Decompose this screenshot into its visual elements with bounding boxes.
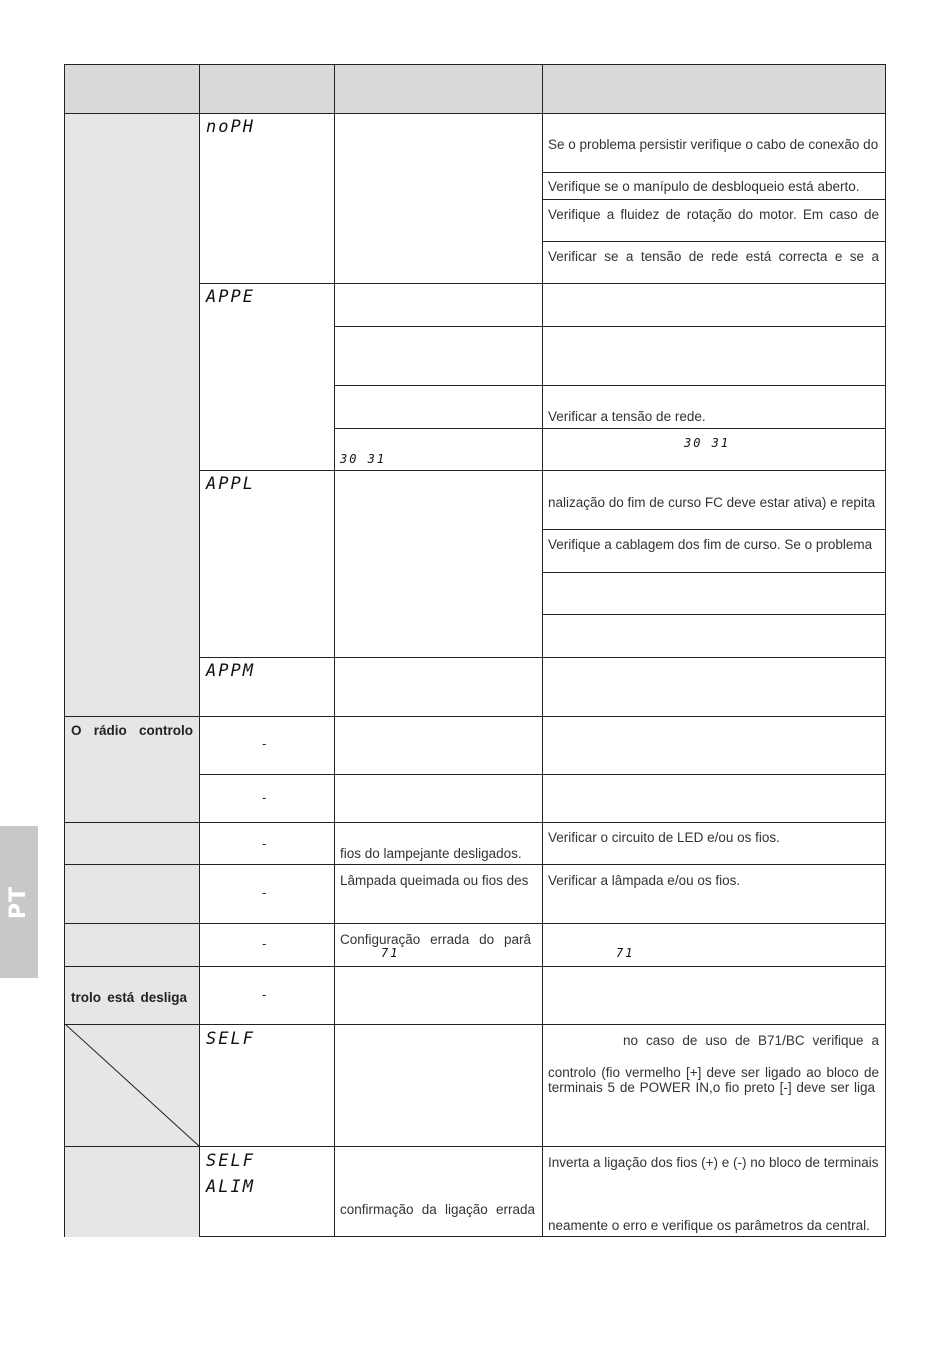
row-divider bbox=[65, 822, 885, 823]
troubleshooting-table bbox=[64, 64, 886, 1237]
terminal-code-30-31: 30 31 bbox=[340, 452, 387, 466]
row-divider bbox=[334, 385, 885, 386]
row-divider bbox=[65, 716, 885, 717]
display-code-self: SELF bbox=[206, 1029, 255, 1049]
cable-check-text: Se o problema persistir verifique o cabo de conexão do bbox=[548, 137, 879, 152]
display-code-appe: APPE bbox=[206, 287, 255, 307]
row-divider bbox=[65, 923, 885, 924]
language-tab-label: PT bbox=[6, 885, 32, 919]
terminal-code-30-31: 30 31 bbox=[684, 436, 731, 450]
group-cell-lamp bbox=[65, 865, 199, 923]
group-cell-config bbox=[65, 924, 199, 966]
error-parameters-text: neamente o erro e verifique os parâmetros da central. bbox=[548, 1218, 870, 1233]
lamp-check-text: Verificar a lâmpada e/ou os fios. bbox=[548, 873, 741, 888]
limit-switch-text: nalização do fim de curso FC deve estar ativa) e repita bbox=[548, 495, 876, 510]
display-code-alim: ALIM bbox=[206, 1177, 255, 1197]
column-divider-2 bbox=[334, 65, 335, 1236]
row-divider bbox=[542, 614, 885, 615]
row-divider bbox=[199, 657, 885, 658]
wrong-config-text: Configuração errada do parâ bbox=[340, 932, 531, 947]
row-divider bbox=[199, 774, 885, 775]
diagonal-slash bbox=[65, 1024, 200, 1147]
limit-wiring-text: Verifique a cablagem dos fim de curso. Se o problema bbox=[548, 537, 873, 552]
verify-voltage-text: Verificar a tensão de rede. bbox=[548, 409, 706, 424]
invert-wires-text: Inverta a ligação dos fios (+) e (-) no bloco de terminais bbox=[548, 1155, 879, 1170]
empty-code-dash: - bbox=[262, 836, 267, 851]
row-divider bbox=[334, 428, 885, 429]
black-wire-text: terminais 5 de POWER IN,o fio preto [-] deve ser liga bbox=[548, 1080, 875, 1095]
mains-voltage-check-text: Verificar se a tensão de rede está correcta e se a bbox=[548, 249, 879, 264]
display-code-appm: APPM bbox=[206, 661, 255, 681]
row-divider bbox=[65, 966, 885, 967]
empty-code-dash: - bbox=[262, 987, 267, 1002]
row-divider bbox=[542, 572, 885, 573]
release-handle-text: Verifique se o manípulo de desbloqueio está aberto. bbox=[548, 179, 860, 194]
b71-check-text: no caso de uso de B71/BC verifique a bbox=[623, 1033, 879, 1048]
row-divider bbox=[65, 864, 885, 865]
row-divider bbox=[199, 470, 885, 471]
group-cell-led bbox=[65, 823, 199, 864]
group-cell-alim bbox=[65, 1147, 199, 1237]
display-code-appl: APPL bbox=[206, 474, 255, 494]
parameter-code-71: 71 bbox=[381, 946, 400, 960]
group-cell-motor bbox=[65, 113, 199, 716]
lamp-burned-text: Lâmpada queimada ou fios des bbox=[340, 873, 529, 888]
motor-rotation-text: Verifique a fluidez de rotação do motor. Em caso de bbox=[548, 207, 879, 222]
wrong-connection-text: confirmação da ligação errada bbox=[340, 1202, 535, 1217]
flasher-wires-text: fios do lampejante desligados. bbox=[340, 846, 522, 861]
row-divider bbox=[542, 529, 885, 530]
red-wire-text: controlo (fio vermelho [+] deve ser ligado ao bloco de bbox=[548, 1065, 879, 1080]
header-cell-3 bbox=[335, 65, 542, 113]
row-divider bbox=[334, 326, 885, 327]
led-check-text: Verificar o circuito de LED e/ou os fios. bbox=[548, 830, 780, 845]
header-cell-1 bbox=[65, 65, 199, 113]
empty-code-dash: - bbox=[262, 790, 267, 805]
radio-control-label: O rádio controlo bbox=[71, 723, 193, 738]
parameter-code-71: 71 bbox=[616, 946, 635, 960]
row-divider bbox=[199, 283, 885, 284]
row-divider bbox=[542, 241, 885, 242]
control-off-label: trolo está desliga bbox=[71, 990, 187, 1005]
row-divider bbox=[542, 199, 885, 200]
header-cell-4 bbox=[543, 65, 885, 113]
empty-code-dash: - bbox=[262, 736, 267, 751]
language-tab bbox=[0, 826, 38, 978]
display-code-self: SELF bbox=[206, 1151, 255, 1171]
header-cell-2 bbox=[200, 65, 334, 113]
display-code-noph: noPH bbox=[206, 117, 255, 137]
empty-code-dash: - bbox=[262, 936, 267, 951]
row-divider bbox=[65, 113, 885, 114]
row-divider bbox=[542, 172, 885, 173]
empty-code-dash: - bbox=[262, 885, 267, 900]
